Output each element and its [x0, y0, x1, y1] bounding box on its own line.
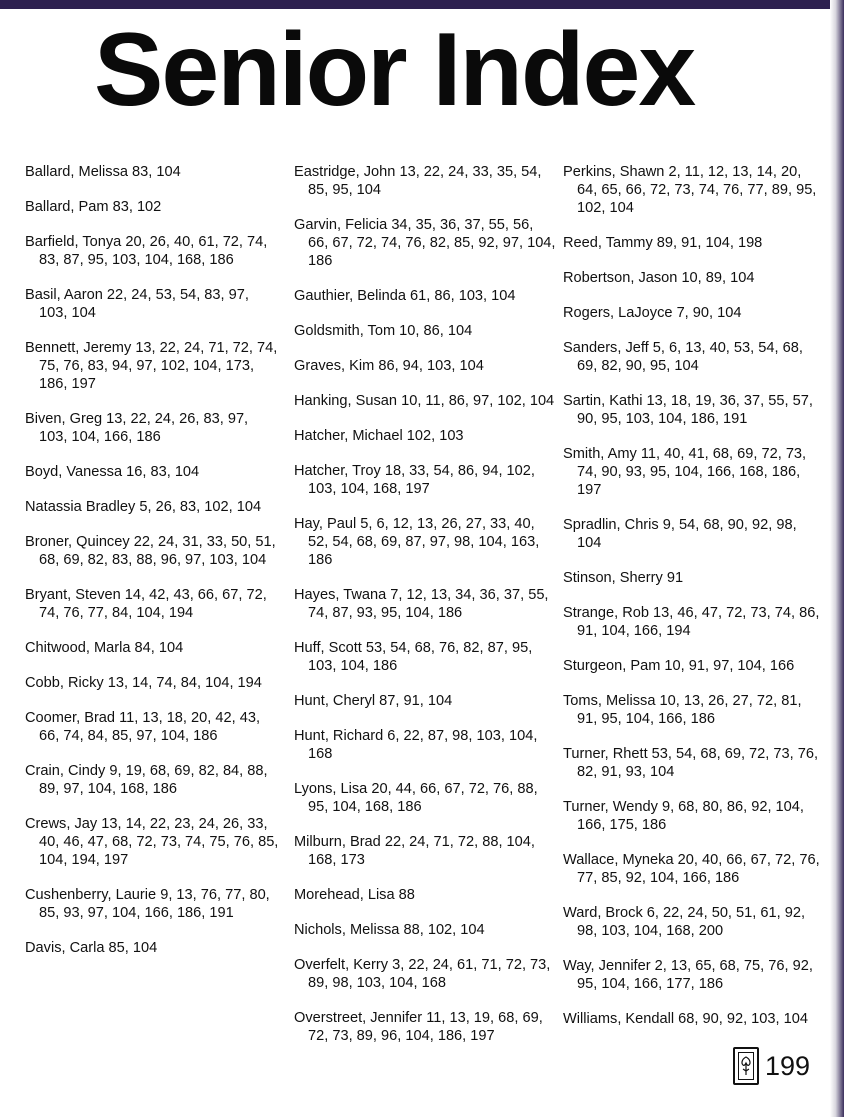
index-entry: Graves, Kim 86, 94, 103, 104	[294, 358, 484, 374]
index-entry: Hatcher, Troy 18, 33, 54, 86, 94, 102, 103, 104, 168, 197	[294, 463, 535, 497]
index-entry: Hatcher, Michael 102, 103	[294, 428, 464, 444]
index-entry: Cobb, Ricky 13, 14, 74, 84, 104, 194	[25, 675, 262, 691]
page-number: 199	[765, 1050, 811, 1081]
index-entry: Boyd, Vanessa 16, 83, 104	[25, 464, 200, 480]
index-entry: Nichols, Melissa 88, 102, 104	[294, 922, 485, 938]
index-entry: Hunt, Cheryl 87, 91, 104	[294, 693, 453, 709]
index-entry: Ballard, Melissa 83, 104	[25, 164, 181, 180]
index-entry: Williams, Kendall 68, 90, 92, 103, 104	[563, 1011, 808, 1027]
index-entry: Strange, Rob 13, 46, 47, 72, 73, 74, 86, 91, 104, 166, 194	[563, 605, 820, 639]
index-entry: Turner, Wendy 9, 68, 80, 86, 92, 104, 166, 175, 186	[563, 799, 804, 833]
index-entry: Perkins, Shawn 2, 11, 12, 13, 14, 20, 64, 65, 66, 72, 73, 74, 76, 77, 89, 95, 102, 104	[563, 164, 817, 216]
page-title: Senior Index	[94, 12, 695, 128]
index-entry: Sturgeon, Pam 10, 91, 97, 104, 166	[563, 658, 795, 674]
index-entry: Broner, Quincey 22, 24, 31, 33, 50, 51, 68, 69, 82, 83, 88, 96, 97, 103, 104	[25, 534, 276, 568]
index-entry: Eastridge, John 13, 22, 24, 33, 35, 54, 85, 95, 104	[294, 164, 542, 198]
index-entry: Wallace, Myneka 20, 40, 66, 67, 72, 76, 77, 85, 92, 104, 166, 186	[563, 852, 820, 886]
index-entry: Overfelt, Kerry 3, 22, 24, 61, 71, 72, 73, 89, 98, 103, 104, 168	[294, 957, 551, 991]
index-entry: Crain, Cindy 9, 19, 68, 69, 82, 84, 88, 89, 97, 104, 168, 186	[25, 763, 268, 797]
index-entry: Huff, Scott 53, 54, 68, 76, 82, 87, 95, 103, 104, 186	[294, 640, 533, 674]
index-entry: Natassia Bradley 5, 26, 83, 102, 104	[25, 499, 262, 515]
index-entry: Lyons, Lisa 20, 44, 66, 67, 72, 76, 88, 95, 104, 168, 186	[294, 781, 538, 815]
index-entry: Basil, Aaron 22, 24, 53, 54, 83, 97, 103, 104	[25, 287, 249, 321]
index-entry: Ballard, Pam 83, 102	[25, 199, 162, 215]
index-entry: Overstreet, Jennifer 11, 13, 19, 68, 69, 72, 73, 89, 96, 104, 186, 197	[294, 1010, 543, 1044]
index-entry: Rogers, LaJoyce 7, 90, 104	[563, 305, 742, 321]
index-entry: Coomer, Brad 11, 13, 18, 20, 42, 43, 66, 74, 84, 85, 97, 104, 186	[25, 710, 261, 744]
index-entry: Bryant, Steven 14, 42, 43, 66, 67, 72, 74, 76, 77, 84, 104, 194	[25, 587, 267, 621]
index-entry: Turner, Rhett 53, 54, 68, 69, 72, 73, 76, 82, 91, 93, 104	[563, 746, 819, 780]
index-entry: Goldsmith, Tom 10, 86, 104	[294, 323, 473, 339]
index-column-2	[294, 163, 556, 1062]
index-entry: Ward, Brock 6, 22, 24, 50, 51, 61, 92, 98, 103, 104, 168, 200	[563, 905, 806, 939]
index-entry: Hanking, Susan 10, 11, 86, 97, 102, 104	[294, 393, 555, 409]
index-entry: Spradlin, Chris 9, 54, 68, 90, 92, 98, 104	[563, 517, 797, 551]
index-entry: Robertson, Jason 10, 89, 104	[563, 270, 755, 286]
index-entry: Biven, Greg 13, 22, 24, 26, 83, 97, 103, 104, 166, 186	[25, 411, 249, 445]
index-entry: Sanders, Jeff 5, 6, 13, 40, 53, 54, 68, 69, 82, 90, 95, 104	[563, 340, 803, 374]
top-border-band	[0, 0, 844, 9]
index-entry: Cushenberry, Laurie 9, 13, 76, 77, 80, 85, 93, 97, 104, 166, 186, 191	[25, 887, 270, 921]
index-entry: Sartin, Kathi 13, 18, 19, 36, 37, 55, 57, 90, 95, 103, 104, 186, 191	[563, 393, 813, 427]
index-entry: Gauthier, Belinda 61, 86, 103, 104	[294, 288, 516, 304]
index-entry: Reed, Tammy 89, 91, 104, 198	[563, 235, 763, 251]
index-entry: Barfield, Tonya 20, 26, 40, 61, 72, 74, 83, 87, 95, 103, 104, 168, 186	[25, 234, 268, 268]
page-edge-shadow	[830, 0, 844, 1117]
page-footer	[733, 1047, 810, 1085]
index-column-1	[25, 163, 280, 974]
index-entry: Hayes, Twana 7, 12, 13, 34, 36, 37, 55, 74, 87, 93, 95, 104, 186	[294, 587, 549, 621]
index-entry: Chitwood, Marla 84, 104	[25, 640, 184, 656]
index-entry: Bennett, Jeremy 13, 22, 24, 71, 72, 74, 75, 76, 83, 94, 97, 102, 104, 173, 186, 197	[25, 340, 278, 392]
index-entry: Hay, Paul 5, 6, 12, 13, 26, 27, 33, 40, 52, 54, 68, 69, 87, 97, 98, 104, 163, 186	[294, 516, 540, 568]
index-entry: Davis, Carla 85, 104	[25, 940, 158, 956]
index-entry: Hunt, Richard 6, 22, 87, 98, 103, 104, 168	[294, 728, 538, 762]
index-entry: Milburn, Brad 22, 24, 71, 72, 88, 104, 168, 173	[294, 834, 535, 868]
index-entry: Morehead, Lisa 88	[294, 887, 415, 903]
index-entry: Smith, Amy 11, 40, 41, 68, 69, 72, 73, 74, 90, 93, 95, 104, 166, 168, 186, 197	[563, 446, 807, 498]
index-column-3	[563, 163, 825, 1045]
index-entry: Way, Jennifer 2, 13, 65, 68, 75, 76, 92, 95, 104, 166, 177, 186	[563, 958, 813, 992]
index-entry: Crews, Jay 13, 14, 22, 23, 24, 26, 33, 40, 46, 47, 68, 72, 73, 74, 75, 76, 85, 104, 194, 197	[25, 816, 279, 868]
index-entry: Toms, Melissa 10, 13, 26, 27, 72, 81, 91, 95, 104, 166, 186	[563, 693, 802, 727]
index-entry: Garvin, Felicia 34, 35, 36, 37, 55, 56, 66, 67, 72, 74, 76, 82, 85, 92, 97, 104, 186	[294, 217, 556, 269]
index-entry: Stinson, Sherry 91	[563, 570, 684, 586]
yearbook-logo-icon	[733, 1047, 759, 1085]
